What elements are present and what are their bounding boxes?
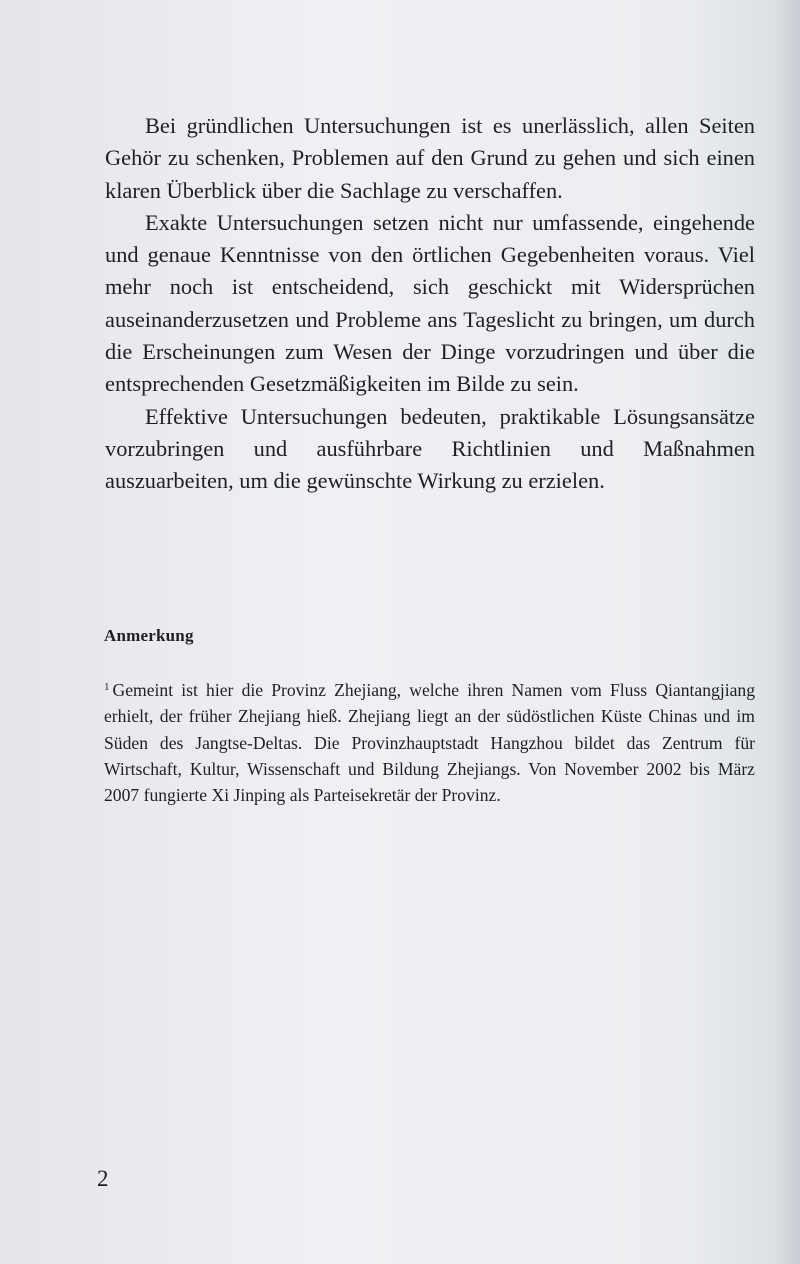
- paragraph-3: Effektive Untersuchungen bedeuten, praktikable Lösungsansätze vorzubringen und ausführbare Richtlinien und Maßnahmen auszuarbeiten, um die gewünschte Wirkung zu erzielen.: [105, 403, 755, 494]
- page-gutter-shadow: [774, 0, 800, 1264]
- main-text: [105, 110, 755, 498]
- footnote-marker: 1: [104, 681, 110, 693]
- note-heading: Anmerkung: [104, 626, 194, 645]
- paragraph-1: Bei gründlichen Untersuchungen ist es unerlässlich, allen Seiten Gehör zu schenken, Problemen auf den Grund zu gehen und sich einen klaren Überblick über die Sachlage zu verschaffen.: [105, 113, 755, 203]
- paragraph-2: Exakte Untersuchungen setzen nicht nur umfassende, eingehende und genaue Kenntnisse von den örtlichen Gegebenheiten voraus. Viel mehr noch ist entscheidend, sich geschickt mit Widersprüchen auseinanderzusetzen und Probleme ans Tageslicht zu bringen, um durch die Erscheinungen zum Wesen der Dinge vorzudringen und über die entsprechenden Gesetzmäßigkeiten im Bilde zu sein.: [105, 209, 755, 397]
- footnote-text: Gemeint ist hier die Provinz Zhejiang, welche ihren Namen vom Fluss Qiantangjiang erhielt, der früher Zhejiang hieß. Zhejiang liegt an der südöstlichen Küste Chinas und im Süden des Jangtse-Deltas. Die Provinzhauptstadt Hangzhou bildet das Zentrum für Wirtschaft, Kultur, Wissenschaft und Bildung Zhejiangs. Von November 2002 bis März 2007 fungierte Xi Jinping als Parteisekretär der Provinz.: [104, 680, 755, 806]
- footnote: [104, 674, 755, 808]
- page-number: 2: [97, 1166, 109, 1191]
